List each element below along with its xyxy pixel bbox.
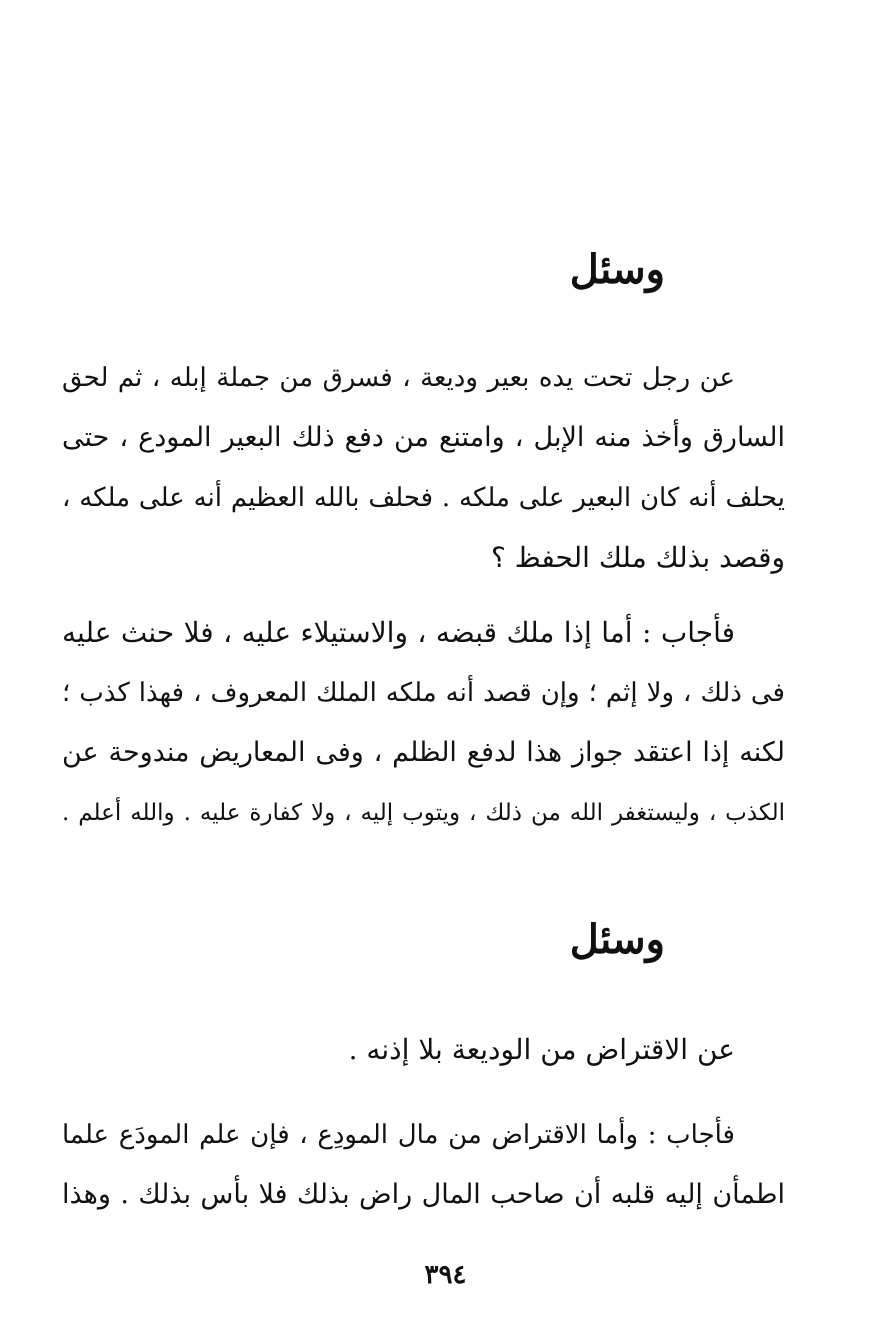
text-line: عن رجل تحت يده بعير وديعة ، فسرق من جملة إبله ، ثم لحق [62, 363, 735, 393]
section-heading: وسئل [569, 246, 665, 293]
question-paragraph [62, 1020, 785, 1080]
section-heading: وسئل [569, 916, 665, 963]
answer-paragraph [62, 1105, 785, 1225]
text-line: فأجاب : وأما الاقتراض من مال المودِع ، فإن علم المودَع علما [62, 1120, 735, 1150]
answer-paragraph [62, 603, 785, 843]
text-line: السارق وأخذ منه الإبل ، وامتنع من دفع ذلك البعير المودع ، حتى [62, 422, 785, 453]
text-line: فأجاب : أما إذا ملك قبضه ، والاستيلاء عليه ، فلا حنث عليه [62, 616, 735, 649]
page-number: ٣٩٤ [424, 1260, 467, 1290]
text-line: فى ذلك ، ولا إثم ؛ وإن قصد أنه ملكه الملك المعروف ، فهذا كذب ؛ [62, 678, 785, 708]
text-line: لكنه إذا اعتقد جواز هذا لدفع الظلم ، وفى المعاريض مندوحة عن [62, 737, 785, 768]
text-line: عن الاقتراض من الوديعة بلا إذنه . [348, 1033, 735, 1066]
question-paragraph [62, 348, 785, 588]
text-line: الكذب ، وليستغفر الله من ذلك ، ويتوب إليه ، ولا كفارة عليه . والله أعلم . [62, 800, 785, 826]
text-line: وقصد بذلك ملك الحفظ ؟ [491, 541, 785, 574]
text-line: يحلف أنه كان البعير على ملكه . فحلف بالله العظيم أنه على ملكه ، [62, 483, 785, 513]
text-line: اطمأن إليه قلبه أن صاحب المال راض بذلك فلا بأس بذلك . وهذا [62, 1179, 785, 1210]
